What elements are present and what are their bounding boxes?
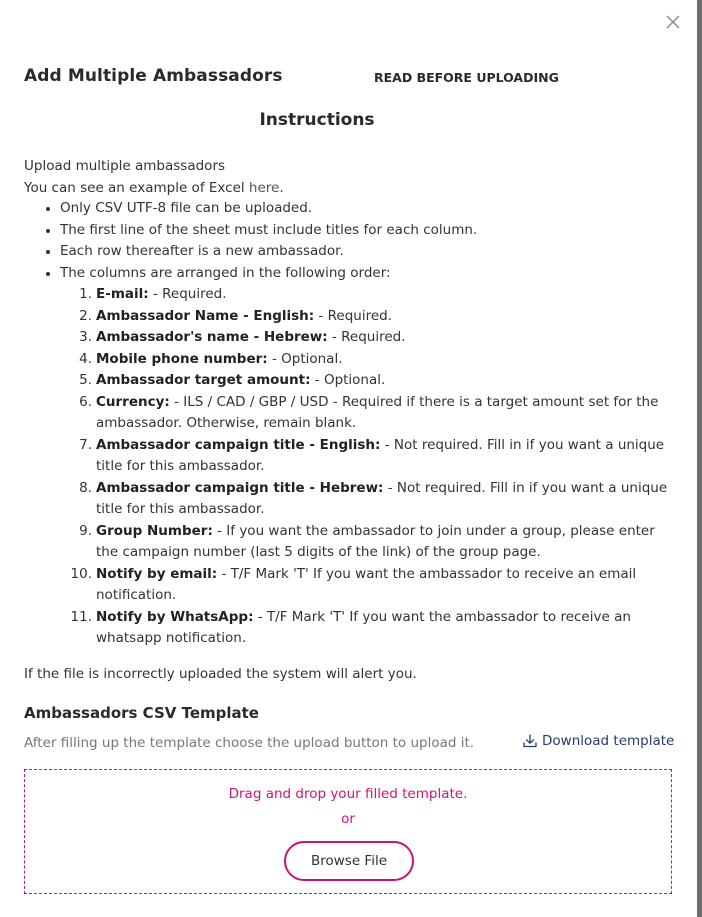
- column-name: Notify by email:: [96, 565, 218, 582]
- intro-line-2-prefix: You can see an example of Excel: [24, 179, 249, 196]
- column-number: 5.: [79, 372, 92, 388]
- column-name: Ambassador's name - Hebrew:: [96, 329, 328, 345]
- list-item: [60, 263, 680, 650]
- dropzone-or: or: [341, 811, 355, 827]
- download-template-label: Download template: [542, 733, 675, 749]
- instructions-list: [60, 198, 680, 650]
- column-item: [79, 478, 674, 521]
- column-name: Mobile phone number:: [96, 350, 268, 367]
- browse-file-button[interactable]: Browse File: [284, 841, 414, 881]
- csv-template-heading: Ambassadors CSV Template: [24, 704, 259, 722]
- column-item: [79, 327, 674, 349]
- column-name: Currency:: [96, 393, 170, 410]
- column-desc: - Not required. Fill in if you want a unique title for this ambassador.: [96, 479, 668, 517]
- column-desc: - Optional.: [310, 372, 386, 388]
- close-button[interactable]: [664, 12, 682, 32]
- column-desc: - Optional.: [267, 350, 343, 367]
- columns-list: [70, 284, 674, 650]
- download-template-link[interactable]: [522, 733, 674, 749]
- list-item: Only CSV UTF-8 file can be uploaded.: [60, 198, 680, 220]
- column-desc: - ILS / CAD / GBP / USD - Required if there is a target amount set for the ambassador. Otherwise, remain blank.: [96, 393, 659, 431]
- column-item: [79, 435, 674, 478]
- column-number: 8.: [79, 479, 92, 496]
- column-item: [79, 284, 674, 306]
- csv-template-description: After filling up the template choose the upload button to upload it.: [24, 735, 475, 751]
- column-number: 9.: [79, 522, 92, 539]
- column-number: 7.: [79, 436, 92, 453]
- column-name: E-mail:: [96, 286, 149, 302]
- column-number: 6.: [79, 393, 92, 410]
- intro-line-2-suffix: .: [279, 179, 284, 196]
- intro-text: [24, 156, 684, 199]
- column-number: 2.: [79, 307, 92, 324]
- column-item: [79, 370, 674, 392]
- columns-intro: The columns are arranged in the following order:: [60, 264, 391, 281]
- column-desc: - Not required. Fill in if you want a unique title for this ambassador.: [96, 436, 665, 474]
- download-icon: [522, 733, 538, 749]
- close-icon: [665, 14, 681, 30]
- intro-line-2: [24, 178, 684, 200]
- column-name: Ambassador campaign title - Hebrew:: [96, 479, 384, 496]
- column-name: Notify by WhatsApp:: [96, 608, 254, 625]
- column-item: [79, 392, 674, 435]
- column-name: Ambassador Name - English:: [96, 307, 315, 324]
- dropzone-instruction: Drag and drop your filled template.: [228, 786, 468, 802]
- file-dropzone[interactable]: [24, 769, 672, 894]
- list-item: Each row thereafter is a new ambassador.: [60, 241, 680, 263]
- column-desc: - Required.: [327, 329, 406, 345]
- example-excel-link[interactable]: here: [248, 179, 280, 196]
- modal-title: Add Multiple Ambassadors: [24, 66, 283, 86]
- column-item: [79, 306, 674, 328]
- upload-alert-note: If the file is incorrectly uploaded the system will alert you.: [24, 666, 417, 682]
- column-number: 1.: [79, 286, 92, 302]
- column-number: 11.: [70, 608, 92, 625]
- column-number: 4.: [79, 350, 92, 367]
- list-item: The first line of the sheet must include titles for each column.: [60, 220, 680, 242]
- column-number: 3.: [79, 329, 92, 345]
- column-item: [79, 521, 674, 564]
- page-edge: [697, 0, 702, 917]
- column-name: Ambassador campaign title - English:: [96, 436, 381, 453]
- intro-line-1: Upload multiple ambassadors: [24, 158, 226, 174]
- column-desc: - If you want the ambassador to join under a group, please enter the campaign number (last 5 digits of the link) of the group page.: [96, 522, 655, 560]
- read-before-label: READ BEFORE UPLOADING: [374, 70, 559, 85]
- instructions-heading: Instructions: [259, 110, 375, 130]
- column-number: 10.: [70, 565, 92, 582]
- column-desc: - Required.: [148, 286, 227, 302]
- column-desc: - T/F Mark 'T' If you want the ambassador to receive an whatsapp notification.: [96, 608, 631, 646]
- column-name: Group Number:: [96, 522, 213, 539]
- column-item: [70, 607, 674, 650]
- column-desc: - T/F Mark 'T' If you want the ambassador to receive an email notification.: [96, 565, 637, 603]
- column-desc: - Required.: [314, 307, 393, 324]
- column-name: Ambassador target amount:: [96, 372, 311, 388]
- column-item: [70, 564, 674, 607]
- column-item: [79, 349, 674, 371]
